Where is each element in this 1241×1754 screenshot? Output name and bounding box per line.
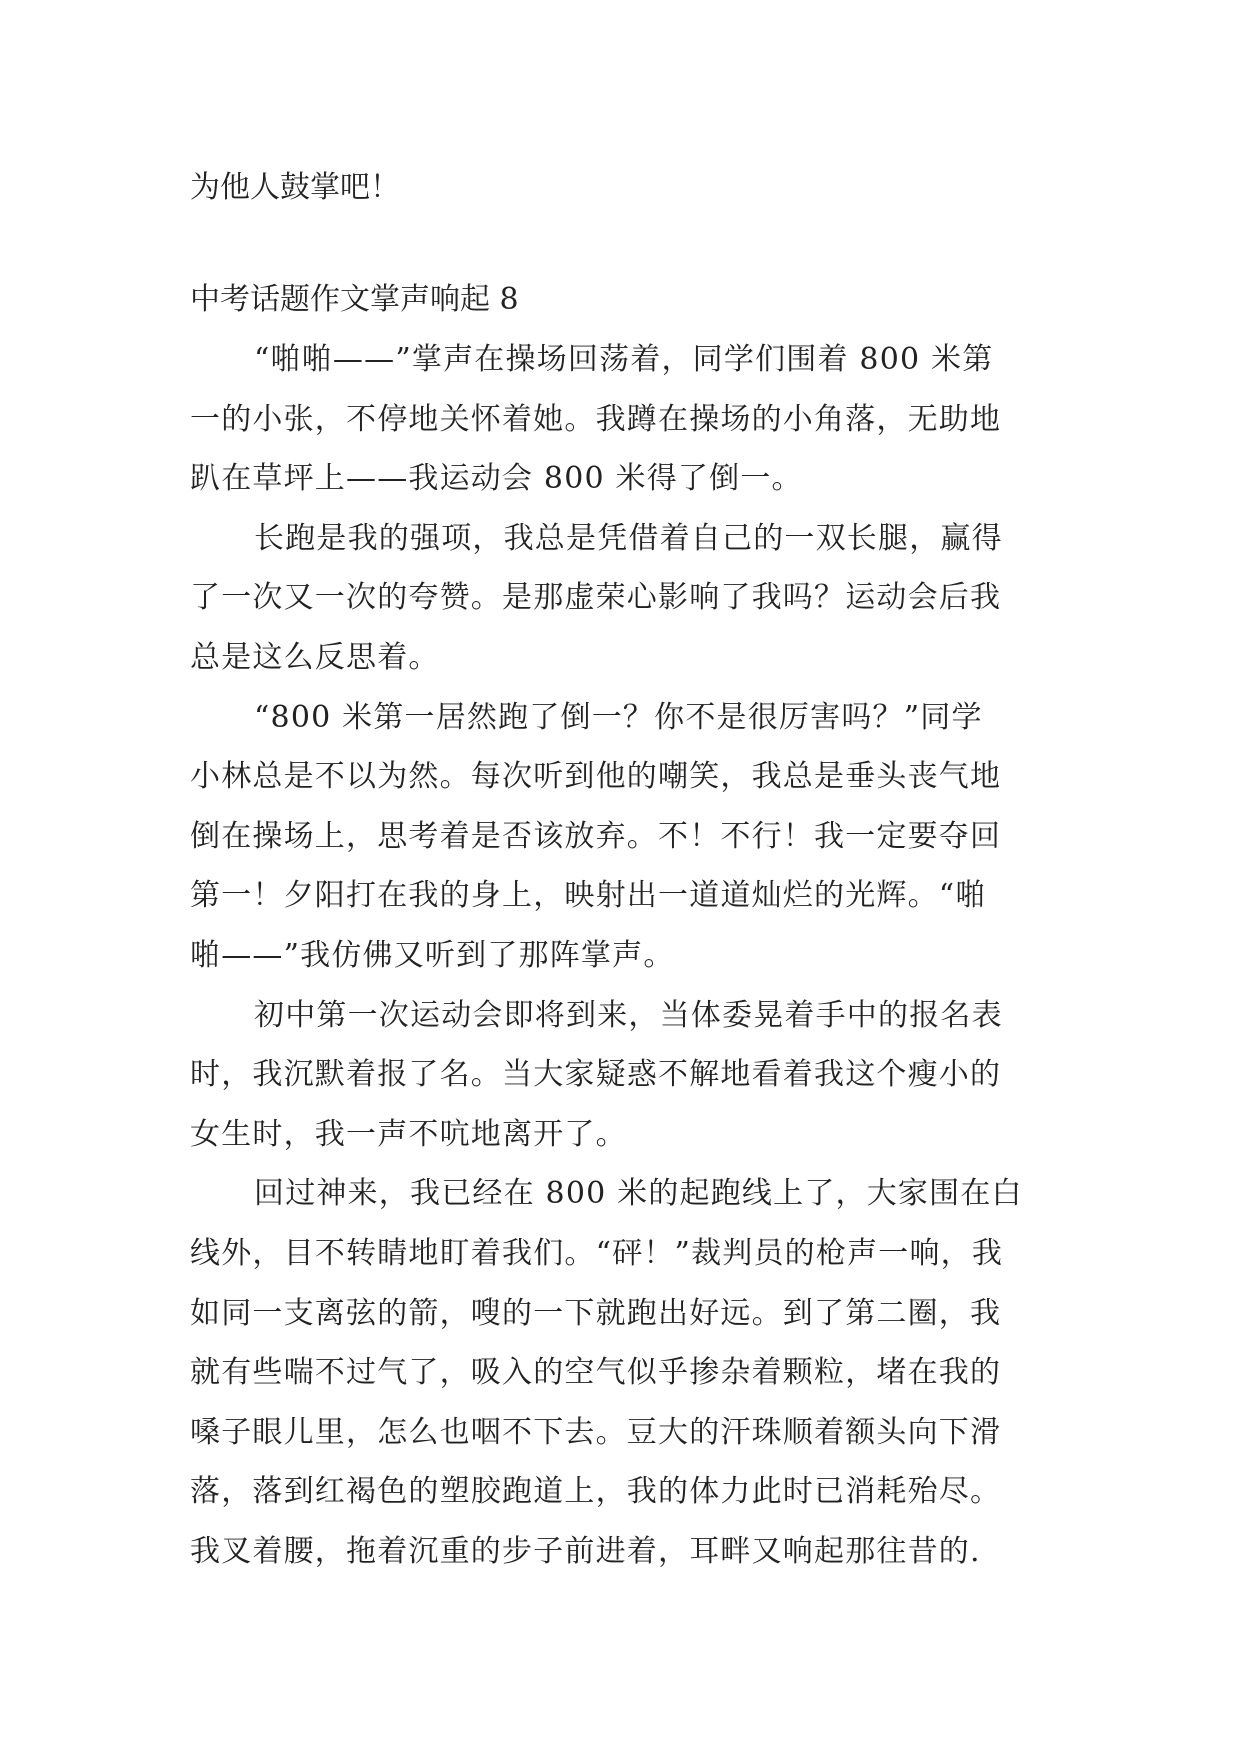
text-line: 落，落到红褐色的塑胶跑道上，我的体力此时已消耗殆尽。 [190,1474,1002,1510]
text-line: 啪——”我仿佛又听到了那阵掌声。 [190,937,675,973]
text-line: 我叉着腰，拖着沉重的步子前进着，耳畔又响起那往昔的. [190,1533,981,1569]
text-line: 初中第一次运动会即将到来，当体委晃着手中的报名表 [254,997,1003,1033]
text-line: 一的小张，不停地关怀着她。我蹲在操场的小角落，无助地 [190,401,1002,437]
text-line: 第一！夕阳打在我的身上，映射出一道道灿烂的光辉。“啪 [190,878,987,914]
text-line: 倒在操场上，思考着是否该放弃。不！不行！我一定要夺回 [190,818,1002,854]
closing-line: 为他人鼓掌吧！ [190,170,400,205]
text-line: 总是这么反思着。 [190,639,440,675]
text-line: 就有些喘不过气了，吸入的空气似乎掺杂着颗粒，堵在我的 [190,1355,1002,1391]
text-line: 小林总是不以为然。每次听到他的嘲笑，我总是垂头丧气地 [190,759,1002,795]
text-line: 趴在草坪上——我运动会 800 米得了倒一。 [190,461,803,497]
text-line: 女生时，我一声不吭地离开了。 [190,1116,627,1152]
text-line: 嗓子眼儿里，怎么也咽不下去。豆大的汗珠顺着额头向下滑 [190,1414,1002,1450]
text-line: 时，我沉默着报了名。当大家疑惑不解地看着我这个瘦小的 [190,1057,1002,1093]
essay-body [190,330,1070,1581]
text-line: 如同一支离弦的箭，嗖的一下就跑出好远。到了第二圈，我 [190,1295,1002,1331]
text-line: 线外，目不转睛地盯着我们。“砰！”裁判员的枪声一响，我 [190,1235,1004,1271]
text-line: “800 米第一居然跑了倒一？你不是很厉害吗？”同学 [254,699,983,735]
text-line: 回过神来，我已经在 800 米的起跑线上了，大家围在白 [254,1176,1023,1212]
text-line: 长跑是我的强项，我总是凭借着自己的一双长腿，赢得 [254,520,1003,556]
text-line: 了一次又一次的夸赞。是那虚荣心影响了我吗？运动会后我 [190,580,1002,616]
essay-title: 中考话题作文掌声响起 8 [190,282,519,317]
text-line: “啪啪——”掌声在操场回荡着，同学们围着 800 米第 [254,342,994,377]
